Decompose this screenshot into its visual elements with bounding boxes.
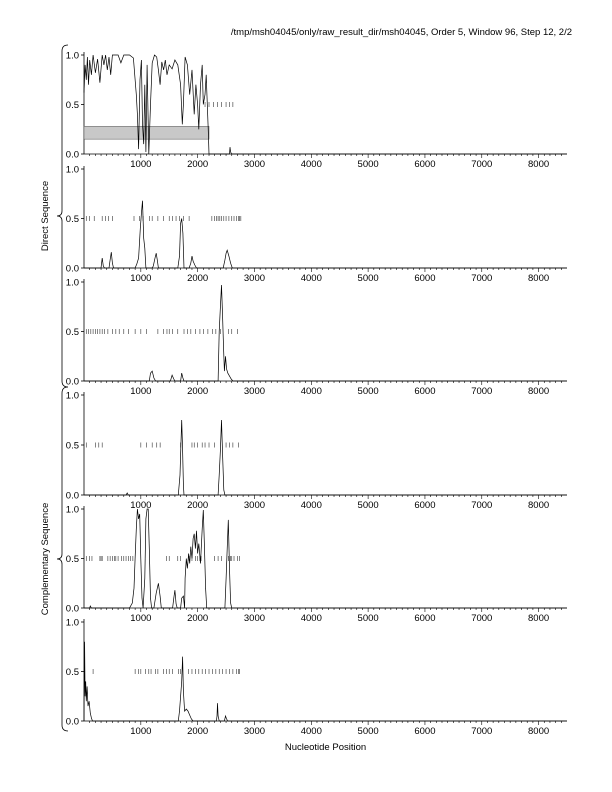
y-tick-label: 1.0 [65,50,79,62]
x-tick-label: 6000 [414,386,436,397]
y-tick-label: 0.0 [65,716,79,728]
x-tick-label: 5000 [357,273,379,284]
x-tick-label: 3000 [243,613,266,624]
y-tick-label: 0.5 [65,100,79,111]
x-tick-label: 2000 [187,500,209,511]
x-tick-label: 7000 [471,386,493,397]
x-tick-label: 1000 [130,726,152,737]
x-tick-label: 5000 [357,726,379,737]
x-tick-label: 1000 [130,500,152,511]
x-tick-label: 4000 [300,273,322,284]
y-tick-label: 0.5 [65,667,79,678]
y-tick-label: 1.0 [65,164,79,176]
y-tick-label: 0.0 [65,603,79,615]
x-tick-label: 2000 [187,273,209,284]
y-tick-label: 0.0 [65,376,79,388]
x-tick-label: 2000 [187,613,209,624]
x-tick-label: 7000 [471,500,493,511]
x-tick-label: 4000 [300,386,322,397]
x-tick-label: 7000 [471,159,493,170]
plot-panel-2 [66,165,567,285]
y-tick-label: 0.0 [65,490,79,502]
x-tick-label: 1000 [130,386,152,397]
y-tick-label: 0.0 [65,149,79,161]
series-line [84,509,567,608]
x-tick-label: 7000 [471,613,493,624]
series-line [84,285,567,381]
x-tick-label: 5000 [357,386,379,397]
x-tick-label: 3000 [243,386,266,397]
x-tick-label: 7000 [471,726,493,737]
y-tick-label: 1.0 [65,390,79,402]
group-label: Direct Sequence [40,180,51,252]
x-tick-label: 5000 [357,500,379,511]
y-tick-label: 0.5 [65,327,79,338]
x-tick-label: 4000 [300,159,322,170]
x-tick-label: 5000 [357,613,379,624]
x-tick-label: 6000 [414,726,436,737]
x-tick-label: 8000 [528,500,550,511]
x-tick-label: 6000 [414,613,436,624]
x-tick-label: 4000 [300,613,322,624]
plot-panel-6 [66,618,567,738]
series-line [84,642,567,721]
x-tick-label: 1000 [130,159,152,170]
y-tick-label: 1.0 [65,617,79,629]
x-axis-label: Nucleotide Position [284,742,367,753]
x-tick-label: 1000 [130,613,152,624]
series-line [84,201,567,268]
y-tick-label: 0.5 [65,554,79,565]
x-tick-label: 8000 [528,726,550,737]
x-tick-label: 3000 [243,500,266,511]
y-tick-label: 0.0 [65,263,79,275]
x-tick-label: 2000 [187,726,209,737]
x-tick-label: 3000 [243,273,266,284]
plot-panel-1 [66,51,567,171]
figure-title: /tmp/msh04045/only/raw_result_dir/msh04045, Order 5, Window 96, Step 12, 2/2 [230,27,572,38]
x-tick-label: 8000 [528,273,550,284]
y-tick-label: 1.0 [65,277,79,289]
y-tick-label: 0.5 [65,214,79,225]
y-tick-label: 0.5 [65,440,79,452]
x-tick-label: 6000 [414,273,436,284]
x-tick-label: 3000 [243,159,266,170]
x-tick-label: 2000 [187,159,209,170]
series-line [84,420,567,495]
x-tick-label: 5000 [357,159,379,170]
x-tick-label: 6000 [414,500,436,511]
plot-panel-5 [66,505,567,625]
x-tick-label: 3000 [243,726,266,737]
x-tick-label: 7000 [471,273,493,284]
plot-panel-4 [66,391,567,512]
plot-panel-3 [66,278,567,398]
x-tick-label: 8000 [528,159,550,170]
x-tick-label: 4000 [300,726,322,737]
x-tick-label: 6000 [414,159,436,170]
group-label: Complementary Sequence [40,502,51,616]
x-tick-label: 8000 [528,613,550,624]
x-tick-label: 2000 [187,386,209,397]
x-tick-label: 8000 [528,386,550,397]
x-tick-label: 4000 [300,500,322,511]
x-tick-label: 1000 [130,273,152,284]
y-tick-label: 1.0 [65,504,79,516]
